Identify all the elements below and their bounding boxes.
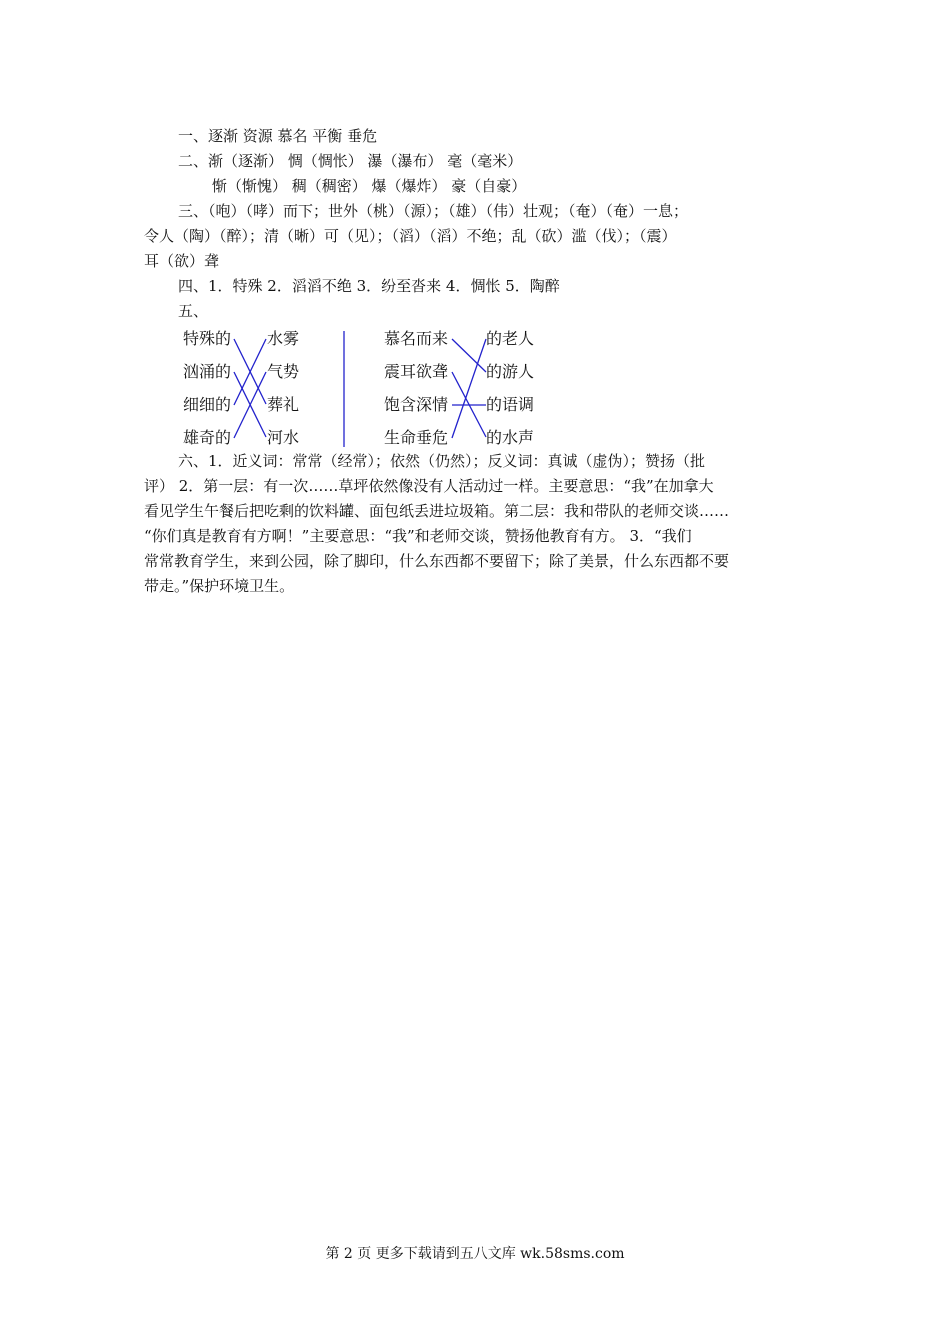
match-word: 细细的: [183, 395, 232, 414]
page-footer: 第 2 页 更多下载请到五八文库 wk.58sms.com: [325, 1246, 625, 1262]
answer-3-line-3: 耳（欲）聋: [144, 252, 220, 270]
answer-6-line-4: “你们真是教育有方啊！”主要意思：“我”和老师交谈，赞扬他教育有方。 3．“我们: [144, 527, 692, 545]
matching-lines: [0, 0, 950, 460]
match-word: 的水声: [486, 428, 535, 447]
answer-5-label: 五、: [178, 302, 209, 320]
answer-4: 四、1．特殊 2．滔滔不绝 3．纷至沓来 4．惆怅 5．陶醉: [178, 277, 560, 295]
answer-3-line-2: 令人（陶）（醉）；清（晰）可（见）；（滔）（滔）不绝；乱（砍）滥（伐）；（震）: [144, 227, 677, 245]
match-word: 雄奇的: [183, 428, 232, 447]
match-word: 震耳欲聋: [384, 362, 449, 381]
match-word: 葬礼: [267, 395, 300, 414]
answer-1: 一、逐渐 资源 慕名 平衡 垂危: [178, 127, 378, 145]
answer-6-line-2: 评） 2．第一层：有一次……草坪依然像没有人活动过一样。主要意思：“我”在加拿大: [144, 477, 714, 495]
match-word: 生命垂危: [384, 428, 449, 447]
answer-3-line-1: 三、（咆）（哮）而下；世外（桃）（源）；（雄）（伟）壮观；（奄）（奄）一息；: [178, 202, 689, 220]
match-line: [452, 339, 486, 438]
answer-6-line-3: 看见学生午餐后把吃剩的饮料罐、面包纸丢进垃圾箱。第二层：我和带队的老师交谈……: [144, 502, 730, 520]
match-word: 饱含深情: [384, 395, 449, 414]
answer-6-line-5: 常常教育学生，来到公园，除了脚印，什么东西都不要留下；除了美景，什么东西都不要: [144, 552, 730, 570]
answer-2-line-2: 惭（惭愧） 稠（稠密） 爆（爆炸） 豪（自豪）: [212, 177, 527, 195]
match-word: 河水: [267, 428, 300, 447]
answer-6-line-1: 六、1．近义词：常常（经常）；依然（仍然）；反义词：真诚（虚伪）；赞扬（批: [178, 452, 706, 470]
match-word: 的语调: [486, 395, 535, 414]
match-word: 气势: [267, 362, 300, 381]
answer-6-line-6: 带走。”保护环境卫生。: [144, 577, 295, 595]
match-word: 特殊的: [183, 329, 232, 348]
answer-2-line-1: 二、渐（逐渐） 惆（惆怅） 瀑（瀑布） 毫（毫米）: [178, 152, 523, 170]
match-word: 汹涌的: [183, 362, 232, 381]
match-word: 慕名而来: [384, 329, 449, 348]
match-word: 的游人: [486, 362, 535, 381]
match-word: 的老人: [486, 329, 535, 348]
match-word: 水雾: [267, 329, 300, 348]
